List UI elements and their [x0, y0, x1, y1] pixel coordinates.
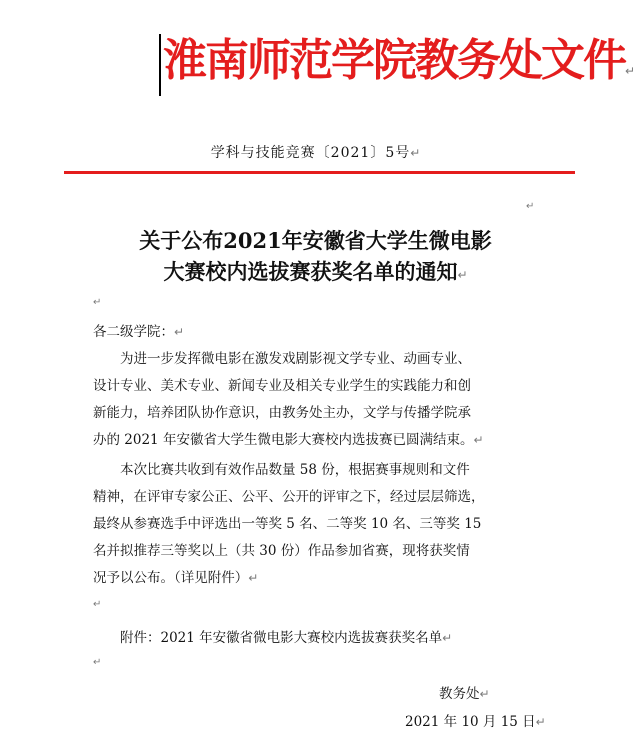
paragraph-mark-icon: ↵	[410, 146, 421, 160]
paragraph-2-line-4	[93, 539, 470, 559]
signature-office	[439, 682, 490, 702]
paragraph-mark-icon: ↵	[457, 268, 468, 282]
p2-line-4-text: 名并拟推荐三等奖以上（共 30 份）作品参加省赛，现将获奖情	[93, 543, 470, 559]
notice-title-line-1-text: 关于公布2021年安徽省大学生微电影	[139, 228, 492, 253]
paragraph-mark-icon: ↵	[473, 433, 484, 447]
salutation	[93, 320, 184, 340]
paragraph-mark-icon: ↵	[526, 201, 535, 212]
attachment-text: 附件：2021 年安徽省微电影大赛校内选拔赛获奖名单	[120, 630, 443, 646]
paragraph-mark-icon: ↵	[625, 64, 635, 78]
paragraph-1-line-2	[93, 374, 471, 394]
paragraph-mark-icon: ↵	[93, 599, 102, 610]
signature-date	[405, 710, 546, 730]
paragraph-mark-icon: ↵	[174, 325, 185, 339]
paragraph-1-line-3	[93, 401, 471, 421]
p2-line-1-text: 本次比赛共收到有效作品数量 58 份，根据赛事规则和文件	[120, 462, 470, 478]
paragraph-1-line-4	[93, 428, 484, 448]
paragraph-mark-icon: ↵	[248, 571, 259, 585]
signature-office-text: 教务处	[439, 686, 480, 702]
document-number-text: 学科与技能竞赛〔2021〕5号	[210, 145, 411, 161]
paragraph-mark-icon: ↵	[479, 687, 490, 701]
header-title	[163, 30, 635, 102]
p2-line-5-text: 况予以公布。（详见附件）	[93, 570, 249, 586]
text-cursor	[159, 34, 161, 96]
paragraph-2-line-5	[93, 566, 258, 586]
p1-line-3-text: 新能力，培养团队协作意识，由教务处主办，文学与传播学院承	[93, 405, 471, 421]
signature-date-text: 2021 年 10 月 15 日	[405, 714, 536, 730]
paragraph-mark-icon: ↵	[93, 657, 102, 668]
attachment-line	[120, 626, 452, 646]
p2-line-3-text: 最终从参赛选手中评选出一等奖 5 名、二等奖 10 名、三等奖 15	[93, 516, 482, 532]
paragraph-2-line-1	[120, 458, 470, 478]
salutation-text: 各二级学院：	[93, 324, 174, 340]
p2-line-2-text: 精神，在评审专家公正、公平、公开的评审之下，经过层层筛选，	[93, 489, 485, 505]
paragraph-2-line-2	[93, 485, 485, 505]
notice-title-line-2	[0, 256, 631, 286]
header-title-text: 淮南师范学院教务处文件	[163, 35, 625, 86]
paragraph-1-line-1	[120, 347, 471, 367]
notice-title-line-2-text: 大赛校内选拔赛获奖名单的通知	[163, 259, 458, 284]
paragraph-mark-icon: ↵	[93, 297, 102, 308]
p1-line-1-text: 为进一步发挥微电影在激发戏剧影视文学专业、动画专业、	[120, 351, 471, 367]
paragraph-mark-icon: ↵	[442, 631, 453, 645]
red-header-rule	[64, 171, 575, 174]
document-number	[0, 142, 631, 162]
paragraph-2-line-3	[93, 512, 481, 532]
notice-title-line-1	[0, 225, 631, 255]
paragraph-mark-icon: ↵	[535, 715, 546, 729]
p1-line-2-text: 设计专业、美术专业、新闻专业及相关专业学生的实践能力和创	[93, 378, 471, 394]
p1-line-4-text: 办的 2021 年安徽省大学生微电影大赛校内选拔赛已圆满结束。	[93, 432, 474, 448]
